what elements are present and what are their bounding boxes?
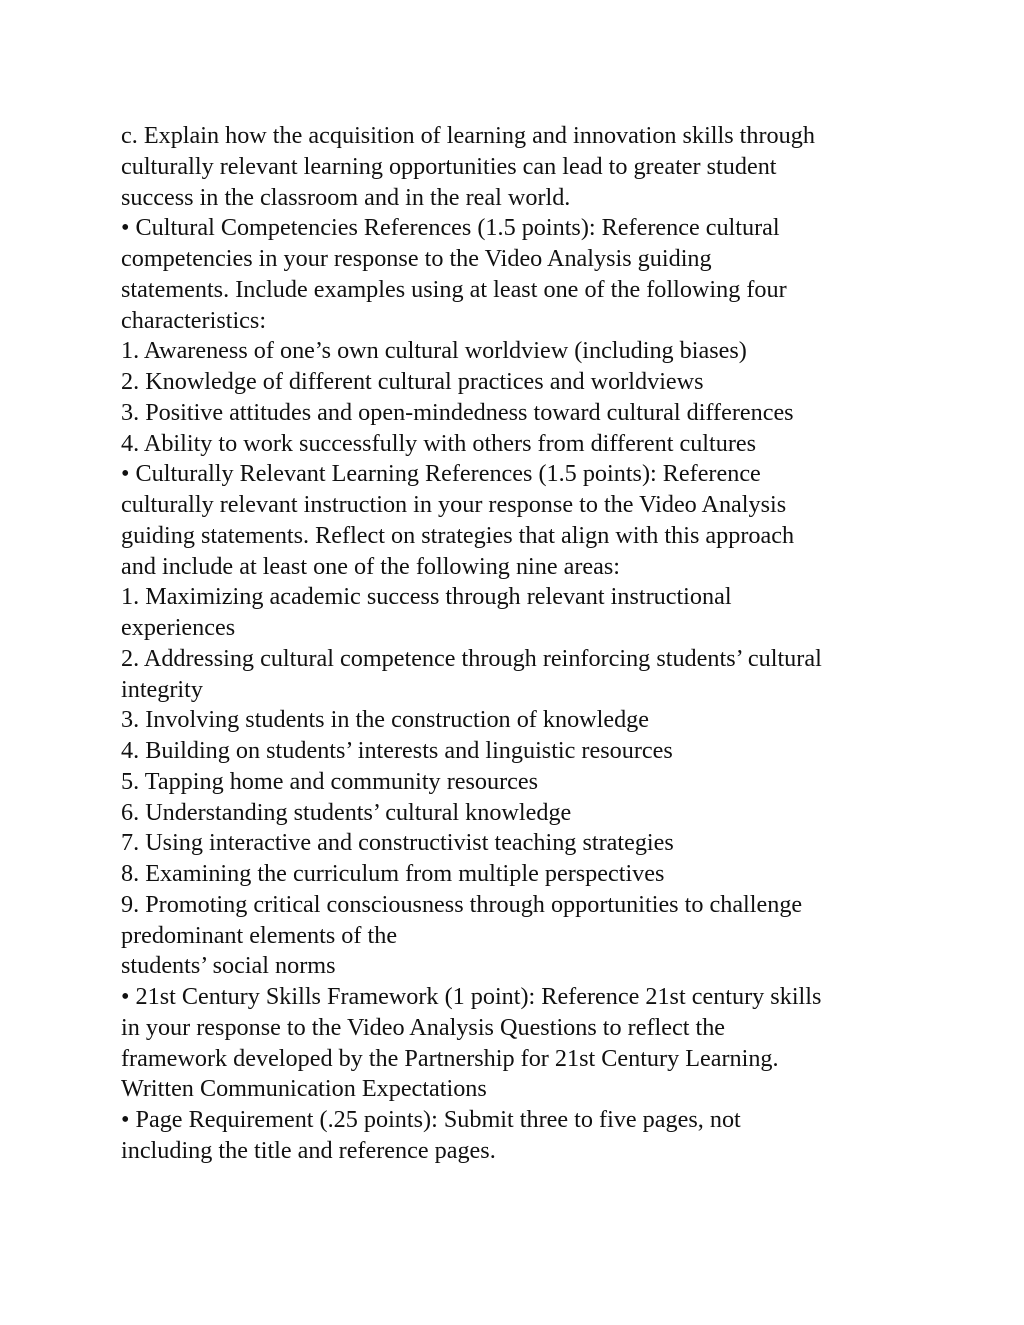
text-line: 1. Maximizing academic success through relevant instructional (121, 583, 732, 611)
text-line: including the title and reference pages. (121, 1136, 496, 1164)
text-line: • 21st Century Skills Framework (1 point): Reference 21st century skills (121, 983, 822, 1010)
text-line: characteristics: (121, 306, 267, 334)
text-line: success in the classroom and in the real world. (121, 183, 571, 211)
text-line: • Cultural Competencies References (1.5 points): Reference cultural (121, 214, 780, 242)
text-line: 2. Addressing cultural competence through reinforcing students’ cultural (121, 644, 822, 672)
text-line: 8. Examining the curriculum from multiple perspectives (121, 860, 665, 887)
text-line: Written Communication Expectations (121, 1075, 487, 1103)
text-line: 7. Using interactive and constructivist teaching strategies (121, 829, 674, 857)
text-line: framework developed by the Partnership for 21st Century Learning. (121, 1044, 779, 1072)
text-line: 3. Positive attitudes and open-mindedness toward cultural differences (121, 398, 794, 426)
text-line: 6. Understanding students’ cultural knowledge (121, 798, 572, 826)
document-body (121, 121, 921, 1167)
text-line: students’ social norms (121, 952, 336, 980)
text-line: integrity (121, 675, 203, 703)
text-line: 2. Knowledge of different cultural practices and worldviews (121, 368, 704, 395)
text-line: c. Explain how the acquisition of learning and innovation skills through (121, 122, 815, 149)
text-line: • Page Requirement (.25 points): Submit three to five pages, not (121, 1106, 741, 1133)
text-line: in your response to the Video Analysis Questions to reflect the (121, 1013, 726, 1041)
text-line: culturally relevant instruction in your response to the Video Analysis (121, 491, 787, 518)
text-line: and include at least one of the following nine areas: (121, 552, 621, 580)
text-line: statements. Include examples using at least one of the following four (121, 275, 787, 303)
text-line: 4. Building on students’ interests and linguistic resources (121, 737, 673, 764)
text-line: • Culturally Relevant Learning References (1.5 points): Reference (121, 460, 761, 488)
text-line: 3. Involving students in the construction of knowledge (121, 706, 650, 734)
text-line: experiences (121, 614, 236, 641)
text-line: 1. Awareness of one’s own cultural worldview (including biases) (121, 337, 747, 365)
text-line: predominant elements of the (121, 921, 398, 949)
text-line: competencies in your response to the Video Analysis guiding (121, 245, 712, 272)
text-line: 9. Promoting critical consciousness through opportunities to challenge (121, 890, 803, 918)
text-line: 4. Ability to work successfully with others from different cultures (121, 429, 757, 457)
text-line: guiding statements. Reflect on strategies that align with this approach (121, 521, 795, 549)
text-line: culturally relevant learning opportunities can lead to greater student (121, 152, 777, 180)
text-line: 5. Tapping home and community resources (121, 767, 539, 795)
